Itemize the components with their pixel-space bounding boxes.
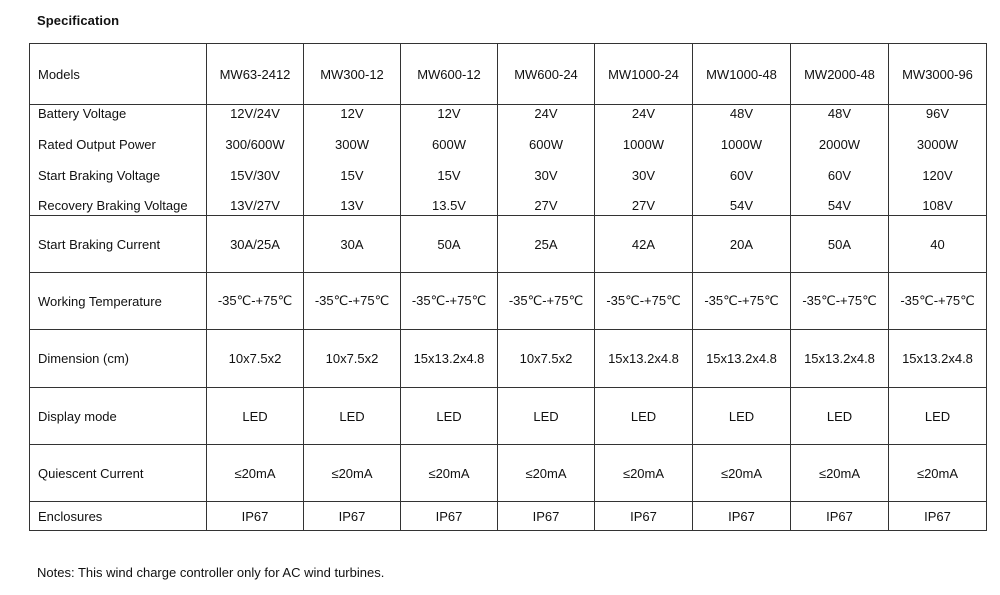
row-label-cell: Battery Voltage [30,105,207,123]
spec-value-cell: ≤20mA [498,445,595,502]
spec-value-cell: 15x13.2x4.8 [889,330,987,388]
spec-value-cell: ≤20mA [401,445,498,502]
table-row [30,445,987,502]
row-label-cell: Start Braking Voltage [30,154,207,185]
spec-value-cell: 40 [889,216,987,273]
spec-value-cell: 42A [595,216,693,273]
spec-value-cell: 30A/25A [207,216,304,273]
spec-value-cell: 12V [304,105,401,123]
spec-value-cell: 3000W [889,123,987,154]
model-name-cell: MW300-12 [304,44,401,105]
spec-value-cell: 96V [889,105,987,123]
spec-value-cell: IP67 [401,502,498,531]
spec-value-cell: -35℃-+75℃ [595,273,693,330]
table-row [30,502,987,531]
spec-value-cell: LED [207,388,304,445]
row-label-cell: Start Braking Current [30,216,207,273]
spec-value-cell: 60V [791,154,889,185]
spec-value-cell: 27V [595,185,693,216]
table-row [30,273,987,330]
spec-value-cell: 50A [401,216,498,273]
row-label-cell: Display mode [30,388,207,445]
spec-value-cell: 600W [498,123,595,154]
row-label-cell: Rated Output Power [30,123,207,154]
model-name-cell: MW63-2412 [207,44,304,105]
spec-value-cell: 108V [889,185,987,216]
spec-value-cell: 13V/27V [207,185,304,216]
footnote: Notes: This wind charge controller only for AC wind turbines. [37,565,385,580]
spec-value-cell: 10x7.5x2 [304,330,401,388]
spec-value-cell: LED [498,388,595,445]
spec-value-cell: IP67 [889,502,987,531]
model-name-cell: MW1000-48 [693,44,791,105]
spec-value-cell: 50A [791,216,889,273]
model-name-cell: MW1000-24 [595,44,693,105]
spec-value-cell: LED [889,388,987,445]
spec-value-cell: 30A [304,216,401,273]
spec-value-cell: -35℃-+75℃ [498,273,595,330]
spec-value-cell: 20A [693,216,791,273]
spec-value-cell: -35℃-+75℃ [693,273,791,330]
row-label-cell: Quiescent Current [30,445,207,502]
spec-value-cell: 24V [498,105,595,123]
spec-value-cell: 60V [693,154,791,185]
model-name-cell: MW600-24 [498,44,595,105]
spec-value-cell: ≤20mA [791,445,889,502]
table-row [30,105,987,123]
row-label-cell: Dimension (cm) [30,330,207,388]
row-label-cell: Recovery Braking Voltage [30,185,207,216]
spec-value-cell: -35℃-+75℃ [889,273,987,330]
row-label-cell: Working Temperature [30,273,207,330]
spec-value-cell: ≤20mA [889,445,987,502]
spec-value-cell: LED [791,388,889,445]
spec-value-cell: 48V [693,105,791,123]
spec-value-cell: -35℃-+75℃ [401,273,498,330]
spec-value-cell: 15V [401,154,498,185]
spec-value-cell: 2000W [791,123,889,154]
spec-value-cell: 120V [889,154,987,185]
spec-value-cell: 1000W [595,123,693,154]
spec-value-cell: ≤20mA [693,445,791,502]
spec-value-cell: 27V [498,185,595,216]
spec-value-cell: 15x13.2x4.8 [595,330,693,388]
spec-value-cell: IP67 [498,502,595,531]
spec-value-cell: IP67 [791,502,889,531]
page-heading: Specification [37,13,120,28]
spec-value-cell: 30V [498,154,595,185]
table-row [30,330,987,388]
model-name-cell: MW3000-96 [889,44,987,105]
spec-value-cell: 12V/24V [207,105,304,123]
spec-value-cell: ≤20mA [304,445,401,502]
spec-value-cell: 300/600W [207,123,304,154]
table-row [30,123,987,154]
spec-value-cell: -35℃-+75℃ [791,273,889,330]
spec-value-cell: IP67 [595,502,693,531]
spec-value-cell: 1000W [693,123,791,154]
spec-value-cell: 15V/30V [207,154,304,185]
table-row [30,154,987,185]
row-label-cell: Enclosures [30,502,207,531]
spec-value-cell: 15V [304,154,401,185]
spec-value-cell: 13.5V [401,185,498,216]
spec-value-cell: IP67 [693,502,791,531]
spec-value-cell: 48V [791,105,889,123]
spec-value-cell: IP67 [207,502,304,531]
spec-value-cell: 15x13.2x4.8 [693,330,791,388]
spec-value-cell: 12V [401,105,498,123]
models-header-cell: Models [30,44,207,105]
spec-value-cell: 15x13.2x4.8 [401,330,498,388]
table-row [30,44,987,105]
spec-value-cell: ≤20mA [207,445,304,502]
spec-value-cell: 10x7.5x2 [498,330,595,388]
spec-value-cell: LED [401,388,498,445]
spec-value-cell: 54V [693,185,791,216]
model-name-cell: MW2000-48 [791,44,889,105]
spec-value-cell: 600W [401,123,498,154]
spec-value-cell: LED [304,388,401,445]
spec-value-cell: 10x7.5x2 [207,330,304,388]
spec-value-cell: 300W [304,123,401,154]
spec-value-cell: 30V [595,154,693,185]
spec-value-cell: -35℃-+75℃ [304,273,401,330]
spec-value-cell: 13V [304,185,401,216]
spec-value-cell: 25A [498,216,595,273]
spec-value-cell: 54V [791,185,889,216]
table-row [30,216,987,273]
spec-value-cell: 24V [595,105,693,123]
spec-value-cell: LED [693,388,791,445]
spec-value-cell: LED [595,388,693,445]
model-name-cell: MW600-12 [401,44,498,105]
table-row [30,185,987,216]
spec-value-cell: -35℃-+75℃ [207,273,304,330]
table-row [30,388,987,445]
spec-value-cell: 15x13.2x4.8 [791,330,889,388]
spec-value-cell: ≤20mA [595,445,693,502]
specification-table [29,43,987,531]
spec-value-cell: IP67 [304,502,401,531]
